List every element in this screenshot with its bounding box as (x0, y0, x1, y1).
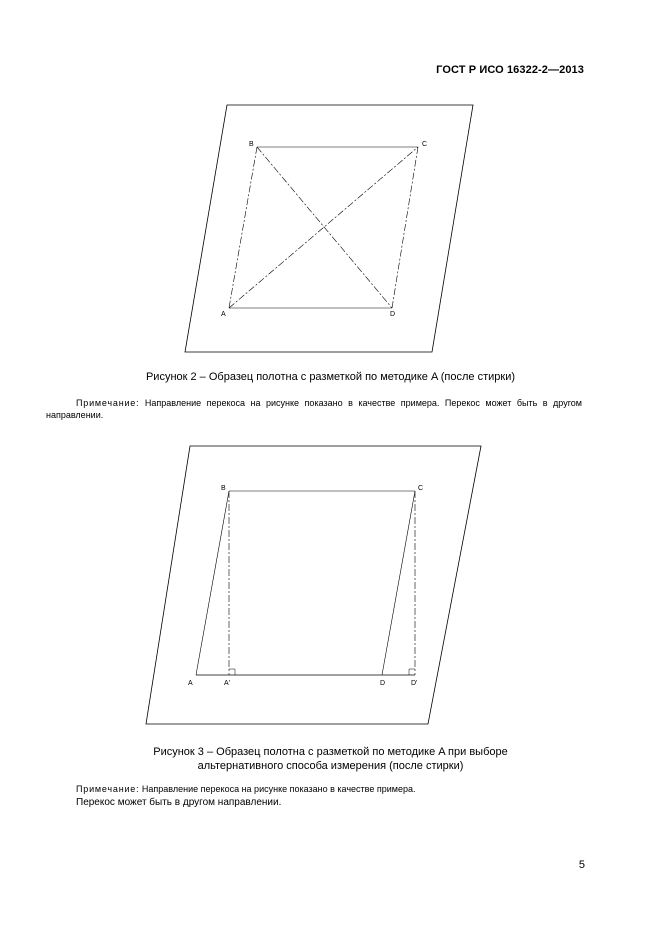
note-2-line-1: Направление перекоса на рисунке показано в качестве примера. (141, 784, 416, 794)
figure-3-caption-line-2: альтернативного способа измерения (после стирки) (197, 760, 464, 772)
figure-3-caption-line-1: Рисунок 3 – Образец полотна с разметкой по методике A при выборе (153, 746, 508, 758)
point-b-label: B (221, 485, 226, 492)
note-2-label: Примечание: (76, 784, 140, 794)
figure-3-caption (0, 745, 661, 773)
point-d-label: D (390, 311, 396, 318)
point-a-label: A (221, 311, 226, 318)
point-d-prime-label: D' (411, 680, 418, 687)
fabric-outline (146, 446, 481, 724)
note-1-text: Направление перекоса на рисунке показано в качестве примера. Перекос может быть в другом направлении. (46, 398, 582, 420)
point-a-label: A (188, 680, 193, 687)
note-1-label: Примечание: (76, 398, 140, 408)
page-number: 5 (578, 859, 585, 871)
point-a-prime-label: A' (224, 680, 231, 687)
standard-header: ГОСТ Р ИСО 16322-2—2013 (436, 64, 584, 76)
right-angle-marker (229, 669, 235, 675)
note-2-line-2: Перекос может быть в другом направлении. (76, 797, 282, 808)
right-edge-line (382, 491, 415, 675)
point-c-label: C (422, 141, 428, 148)
left-edge-line (196, 491, 229, 675)
point-c-label: C (418, 485, 424, 492)
figure-2-caption: Рисунок 2 – Образец полотна с разметкой по методике A (после стирки) (145, 371, 516, 383)
note-2 (76, 783, 415, 810)
point-b-label: B (249, 141, 254, 148)
point-d-label: D (380, 680, 386, 687)
